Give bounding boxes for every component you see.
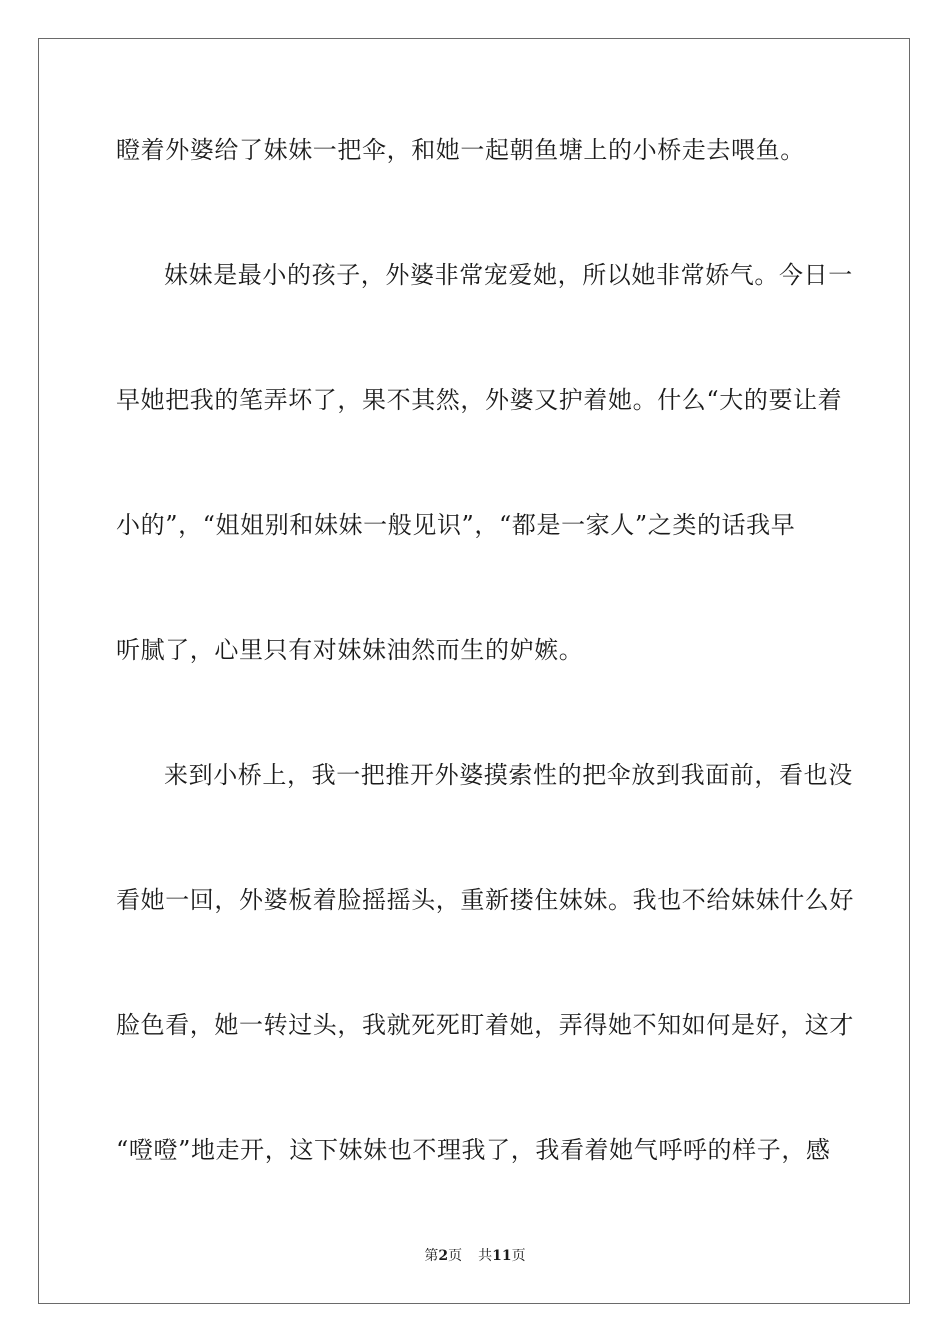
- page-footer: [0, 1246, 950, 1266]
- text-line-4: 小的”，“姐姐别和妹妹一般见识”，“都是一家人”之类的话我早: [116, 511, 796, 539]
- text-line-9: “噔噔”地走开，这下妹妹也不理我了，我看着她气呼呼的样子，感: [116, 1136, 831, 1164]
- total-pages: 11: [492, 1248, 512, 1264]
- text-line-8: 脸色看，她一转过头，我就死死盯着她，弄得她不知如何是好，这才: [116, 1011, 854, 1039]
- text-line-5: 听腻了，心里只有对妹妹油然而生的妒嫉。: [116, 636, 584, 664]
- text-line-3: 早她把我的笔弄坏了，果不其然，外婆又护着她。什么“大的要让着: [116, 386, 843, 414]
- text-line-6: 来到小桥上，我一把推开外婆摸索性的把伞放到我面前，看也没: [164, 761, 853, 789]
- text-line-1: 瞪着外婆给了妹妹一把伞，和她一起朝鱼塘上的小桥走去喂鱼。: [116, 136, 805, 164]
- text-line-2: 妹妹是最小的孩子，外婆非常宠爱她，所以她非常娇气。今日一: [164, 261, 853, 289]
- text-line-7: 看她一回，外婆板着脸摇摇头，重新搂住妹妹。我也不给妹妹什么好: [116, 886, 854, 914]
- page-number: 2: [438, 1248, 449, 1264]
- page-indicator: 第2页: [424, 1248, 463, 1264]
- page-border: [38, 38, 910, 1304]
- total-pages-indicator: 共11页: [478, 1248, 526, 1264]
